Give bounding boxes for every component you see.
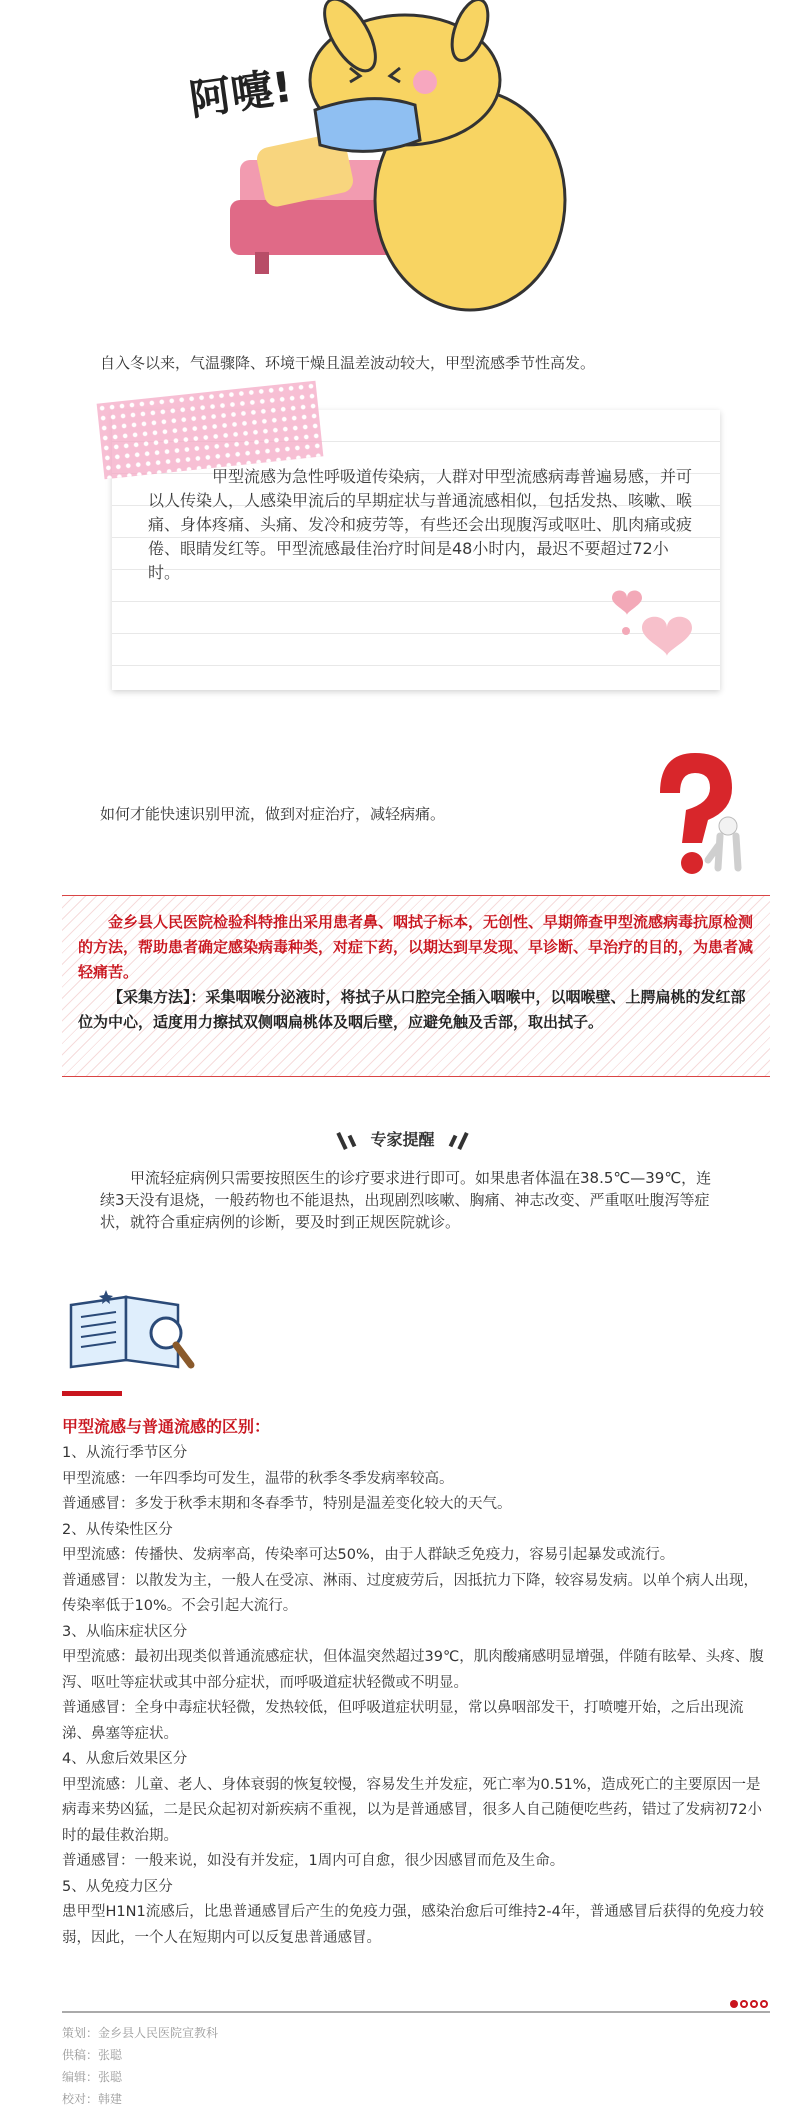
list-item: 普通感冒：全身中毒症状轻微，发热较低，但呼吸道症状明显，常以鼻咽部发干，打喷嚏开始，之后出现流涕、鼻塞等症状。 [62, 1700, 744, 1742]
list-item: 4、从愈后效果区分 [62, 1751, 188, 1767]
list-item: 5、从免疫力区分 [62, 1878, 173, 1895]
collection-method-label: 【采集方法】： [108, 988, 206, 1006]
list-item: 甲型流感：一年四季均可发生，温带的秋季冬季发病率较高。 [62, 1470, 454, 1487]
section-accent-bar [62, 1391, 122, 1396]
book-magnifier-icon [66, 1285, 196, 1380]
credit-editor: 编辑：张聪 [62, 2070, 123, 2084]
credit-planner: 策划：金乡县人民医院宣教科 [62, 2026, 219, 2040]
expert-text [100, 1167, 720, 1233]
collection-method-text: 采集咽喉分泌液时，将拭子从口腔完全插入咽喉中，以咽喉壁、上腭扁桃的发红部位为中心，适度用力擦拭双侧咽扁桃体及咽后壁，应避免触及舌部，取出拭子。 [78, 988, 746, 1031]
test-notice-body: 金乡县人民医院检验科特推出采用患者鼻、咽拭子标本，无创性、早期筛查甲型流感病毒抗原检测的方法，帮助患者确定感染病毒种类，对症下药，以期达到早发现、早诊断、早治疗的目的，为患者减轻痛苦。 [78, 913, 754, 981]
expert-title: 专家提醒 [370, 1130, 435, 1149]
list-item: 患甲型H1N1流感后，比患普通感冒后产生的免疫力强，感染治愈后可维持2-4年，普通感冒后获得的免疫力较弱，因此，一个人在短期内可以反复患普通感冒。 [62, 1904, 764, 1946]
sneezing-rabbit-illustration [186, 0, 610, 335]
footer-divider [62, 2011, 770, 2013]
difference-list [62, 1441, 770, 1951]
expert-body: 甲流轻症病例只需要按照医生的诊疗要求进行即可。如果患者体温在38.5℃—39℃，连续3天没有退烧，一般药物也不能退热，出现剧烈咳嗽、胸痛、神志改变、严重呕吐腹泻等症状，就符合重症病例的诊断，要及时到正规医院就诊。 [100, 1169, 712, 1231]
intro-paragraph: 自入冬以来，气温骤降、环境干燥且温差波动较大，甲型流感季节性高发。 [100, 354, 596, 372]
question-mark-icon [640, 748, 750, 888]
note-body: 甲型流感为急性呼吸道传染病，人群对甲型流感病毒普遍易感，并可以人传染人，人感染甲流后的早期症状与普通流感相似，包括发热、咳嗽、喉痛、身体疼痛、头痛、发冷和疲劳等，有些还会出现腹泻或呕吐、肌肉痛或疲倦、眼睛发红等。甲型流感最佳治疗时间是48小时内，最迟不要超过72小时。 [148, 467, 693, 582]
list-item: 普通感冒：以散发为主，一般人在受凉、淋雨、过度疲劳后，因抵抗力下降，较容易发病。以单个病人出现，传染率低于10%。不会引起大流行。 [62, 1572, 758, 1614]
collection-method [78, 985, 758, 1035]
expert-heading [0, 1127, 805, 1150]
list-item: 普通感冒：一般来说，如没有并发症，1周内可自愈，很少因感冒而危及生命。 [62, 1853, 565, 1869]
credit-contributor: 供稿：张聪 [62, 2048, 123, 2062]
question-text: 如何才能快速识别甲流，做到对症治疗，减轻病痛。 [100, 805, 446, 823]
difference-title: 甲型流感与普通流感的区别： [62, 1417, 271, 1436]
list-item: 甲型流感：传播快、发病率高，传染率可达50%，由于人群缺乏免疫力，容易引起暴发或流行。 [62, 1547, 675, 1563]
credit-proofreader: 校对：韩建 [62, 2092, 123, 2106]
list-item: 甲型流感：最初出现类似普通流感症状，但体温突然超过39℃，肌肉酸痛感明显增强，伴随有眩晕、头疼、腹泻、呕吐等症状或其中部分症状，而呼吸道症状轻微或不明显。 [62, 1649, 764, 1691]
decorative-dots [728, 1993, 768, 2012]
list-item: 普通感冒：多发于秋季末期和冬春季节，特别是温差变化较大的天气。 [62, 1496, 512, 1512]
test-notice-para [78, 910, 758, 985]
list-item: 1、从流行季节区分 [62, 1445, 188, 1461]
note-text [148, 465, 693, 585]
list-item: 2、从传染性区分 [62, 1521, 173, 1538]
list-item: 3、从临床症状区分 [62, 1623, 188, 1640]
list-item: 甲型流感：儿童、老人、身体衰弱的恢复较慢，容易发生并发症，死亡率为0.51%，造成死亡的主要原因一是病毒来势凶猛，二是民众起初对新疾病不重视，以为是普通感冒，很多人自己随便吃些药，错过了发病初72小时的最佳救治期。 [62, 1776, 762, 1844]
test-notice-text [78, 910, 758, 1035]
credits [62, 2022, 218, 2110]
hearts-decoration [612, 583, 702, 663]
sneeze-exclaim: 阿嚏! [186, 61, 296, 125]
